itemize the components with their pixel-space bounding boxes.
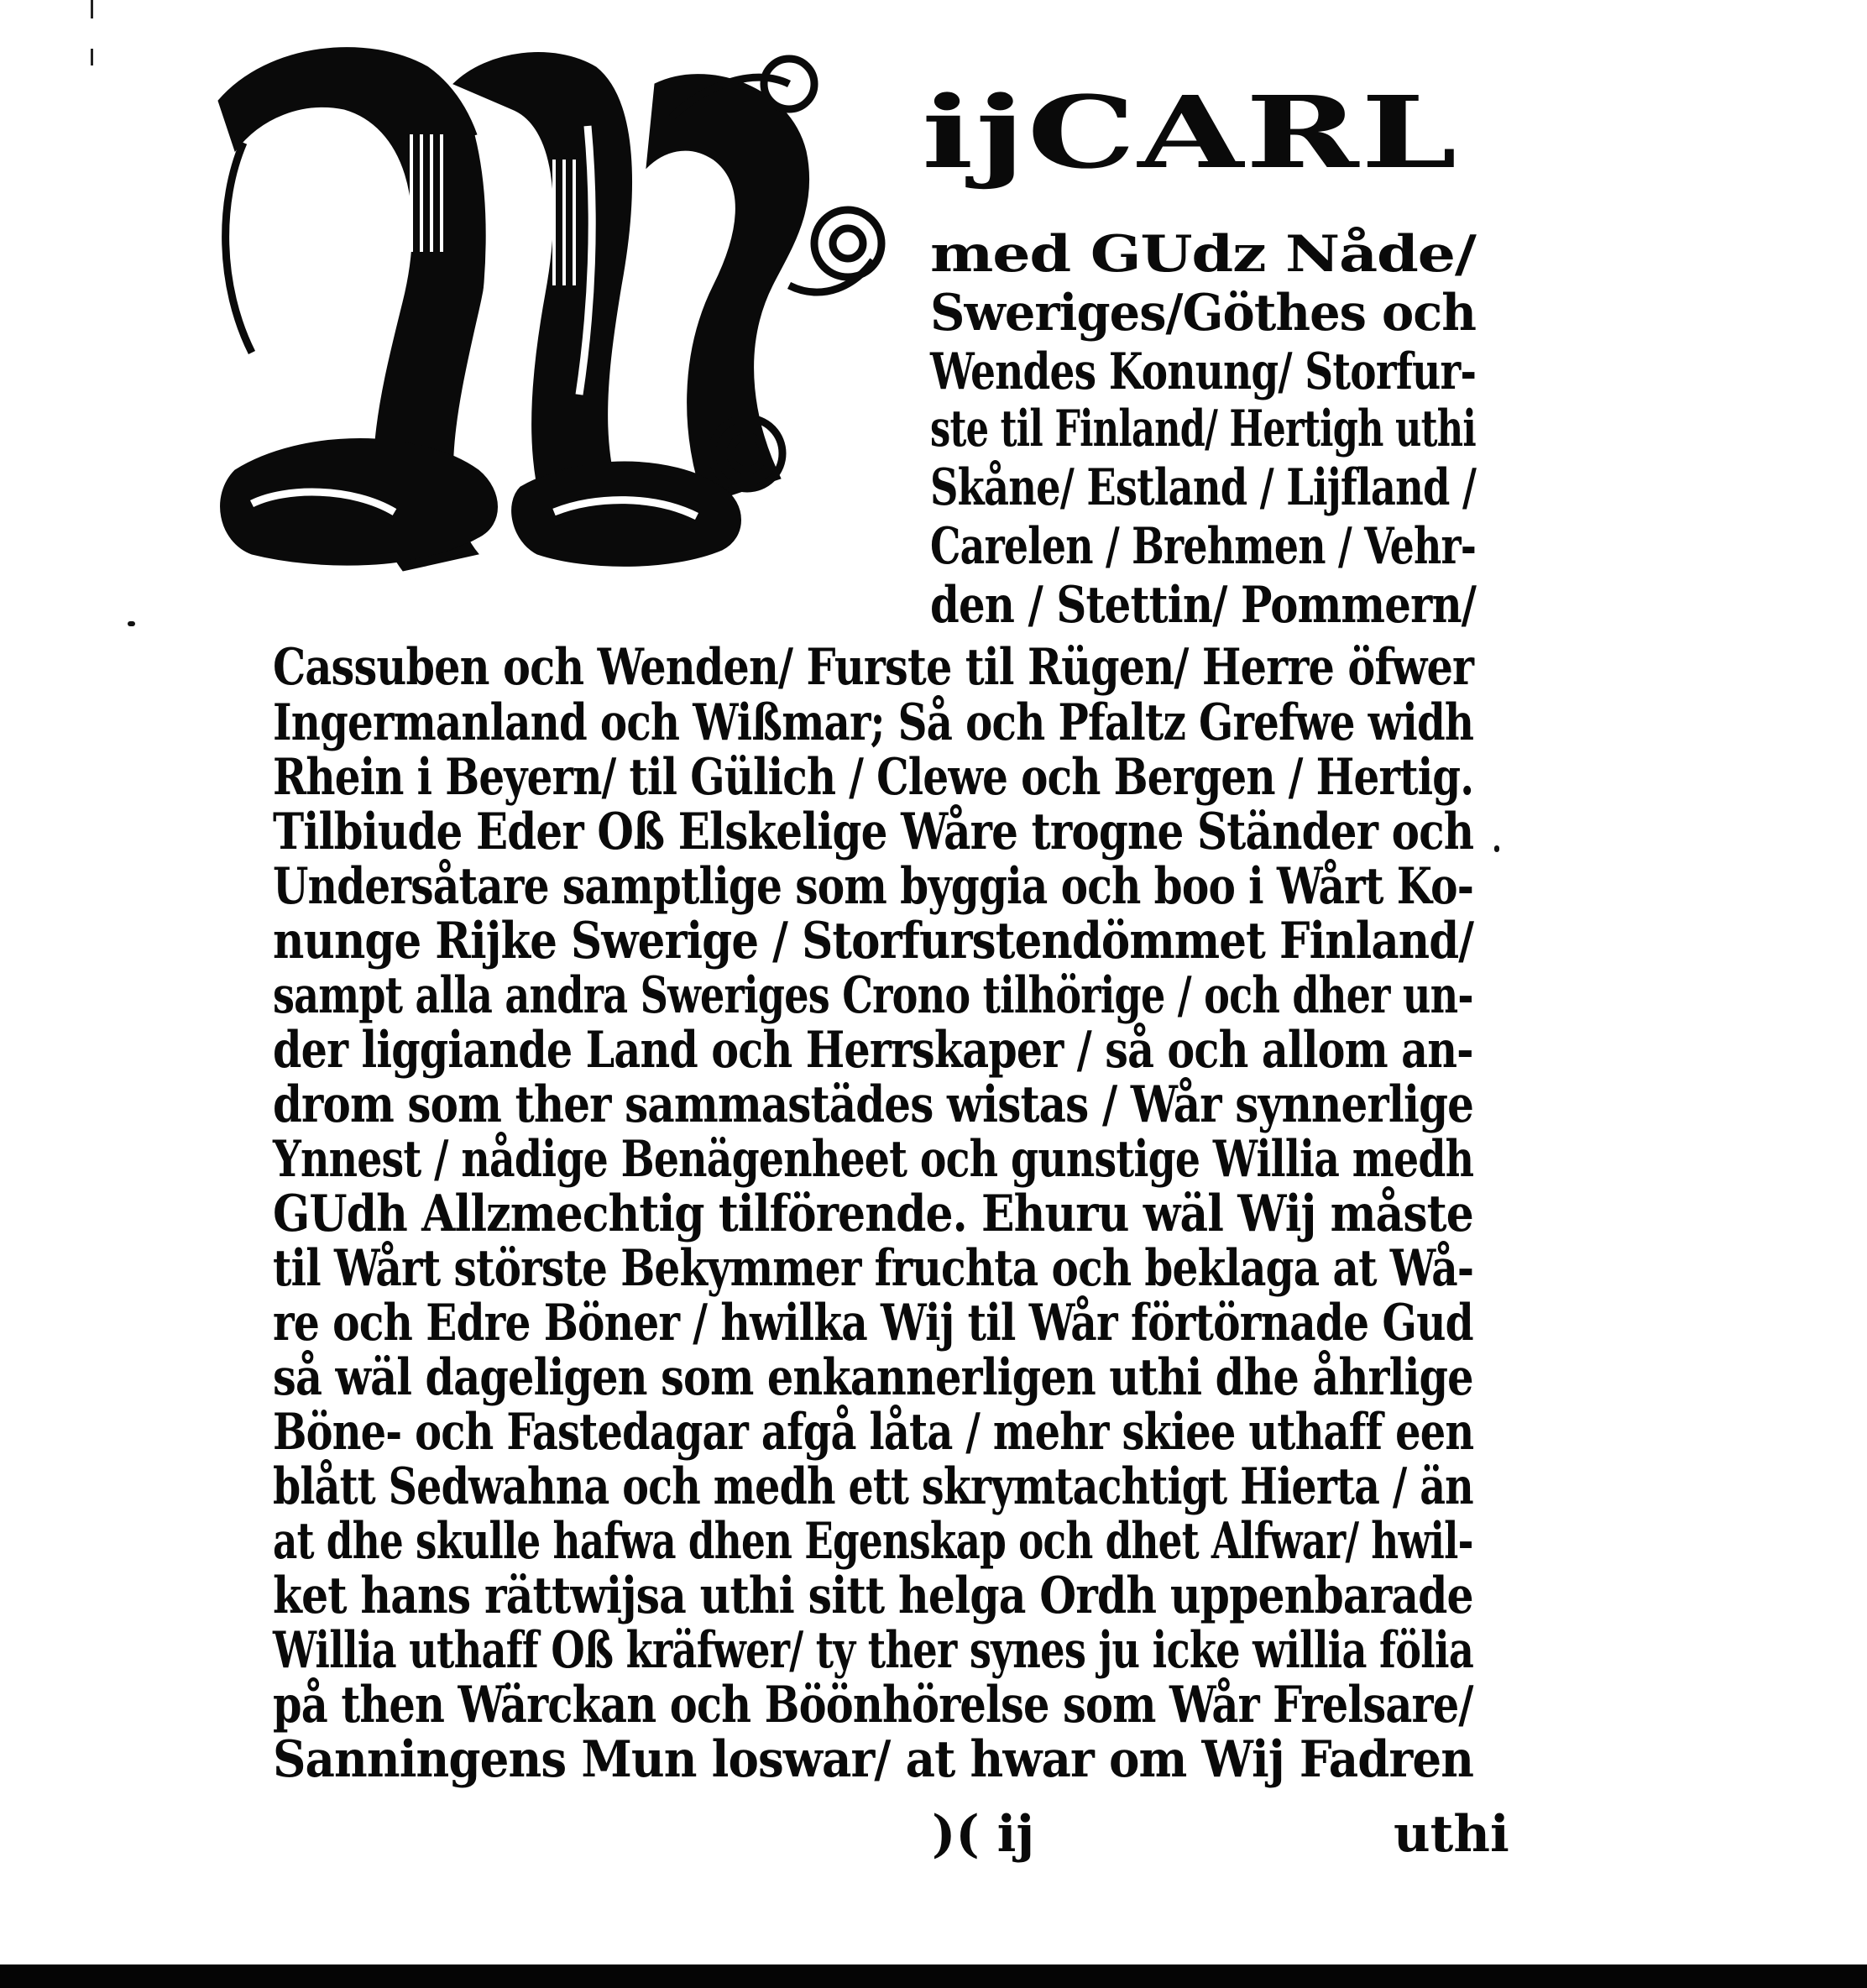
body-line: blått Sedwahna och medh ett skrymtachtigt Hierta / än xyxy=(273,1457,1473,1516)
body-line: der liggiande Land och Herrskaper / så och allom an- xyxy=(273,1021,1473,1080)
body-line: drom som ther sammastädes wistas / Wår synnerlige xyxy=(273,1075,1474,1134)
body-line: på then Wärckan och Böönhörelse som Wår Frelsare/ xyxy=(273,1676,1473,1734)
body-line: GUdh Allzmechtig tilförende. Ehuru wäl Wij måste xyxy=(273,1185,1473,1243)
body-line: at dhe skulle hafwa dhen Egenskap och dhet Alfwar/ hwil- xyxy=(273,1512,1473,1571)
heading-line-4: ste til Finland/ Hertigh uthi xyxy=(930,400,1476,458)
body-line: Tilbiude Eder Oß Elskelige Wåre trogne Ständer och xyxy=(273,803,1474,861)
heading-line-7: den / Stettin/ Pommern/ xyxy=(930,576,1477,635)
heading-line-2: Sweriges/Göthes och xyxy=(930,284,1477,343)
body-line: ket hans rättwijsa uthi sitt helga Ordh uppenbarade xyxy=(273,1567,1473,1625)
heading-title: ijCARL xyxy=(922,74,1460,191)
heading-line-1: med GUdz Nåde/ xyxy=(930,225,1476,284)
scan-edge xyxy=(0,1964,1867,1988)
body-line: sampt alla andra Sweriges Crono tilhörige / och dher un- xyxy=(273,966,1473,1025)
body-line: Ingermanland och Wißmar; Så och Pfaltz Grefwe widh xyxy=(273,693,1474,752)
body-line: Undersåtare samptlige som byggia och boo i Wårt Ko- xyxy=(273,857,1474,916)
body-line: Sanningens Mun loswar/ at hwar om Wij Fadren xyxy=(273,1730,1474,1789)
body-line: re och Edre Böner / hwilka Wij til Wår förtörnade Gud xyxy=(273,1294,1473,1352)
body-line: nunge Rijke Swerige / Storfurstendömmet Finland/ xyxy=(273,912,1474,970)
ink-speck xyxy=(1494,845,1499,852)
margin-mark xyxy=(89,0,97,67)
heading-line-5: Skåne/ Estland / Lijfland / xyxy=(930,458,1477,517)
body-line: Ynnest / nådige Benägenheet och gunstige Willia medh xyxy=(273,1130,1474,1189)
decorated-initial-letter-w-icon xyxy=(201,34,898,588)
ink-speck xyxy=(128,621,135,626)
body-line: til Wårt störste Bekymmer fruchta och beklaga at Wå- xyxy=(273,1239,1474,1298)
heading-line-3: Wendes Konung/ Storfur- xyxy=(930,343,1477,401)
heading-line-6: Carelen / Brehmen / Vehr- xyxy=(930,517,1477,576)
signature-mark: )( ij xyxy=(932,1805,1035,1864)
body-line: Cassuben och Wenden/ Furste til Rügen/ Herre öfwer xyxy=(273,638,1474,697)
body-line: Rhein i Beyern/ til Gülich / Clewe och Bergen / Hertig. xyxy=(273,748,1474,807)
body-line: så wäl dageligen som enkannerligen uthi dhe åhrlige xyxy=(273,1348,1473,1407)
catchword: uthi xyxy=(1394,1805,1509,1864)
body-line: Willia uthaff Oß kräfwer/ ty ther synes ju icke willia fölia xyxy=(273,1621,1474,1680)
body-line: Böne- och Fastedagar afgå låta / mehr skiee uthaff een xyxy=(273,1403,1474,1462)
